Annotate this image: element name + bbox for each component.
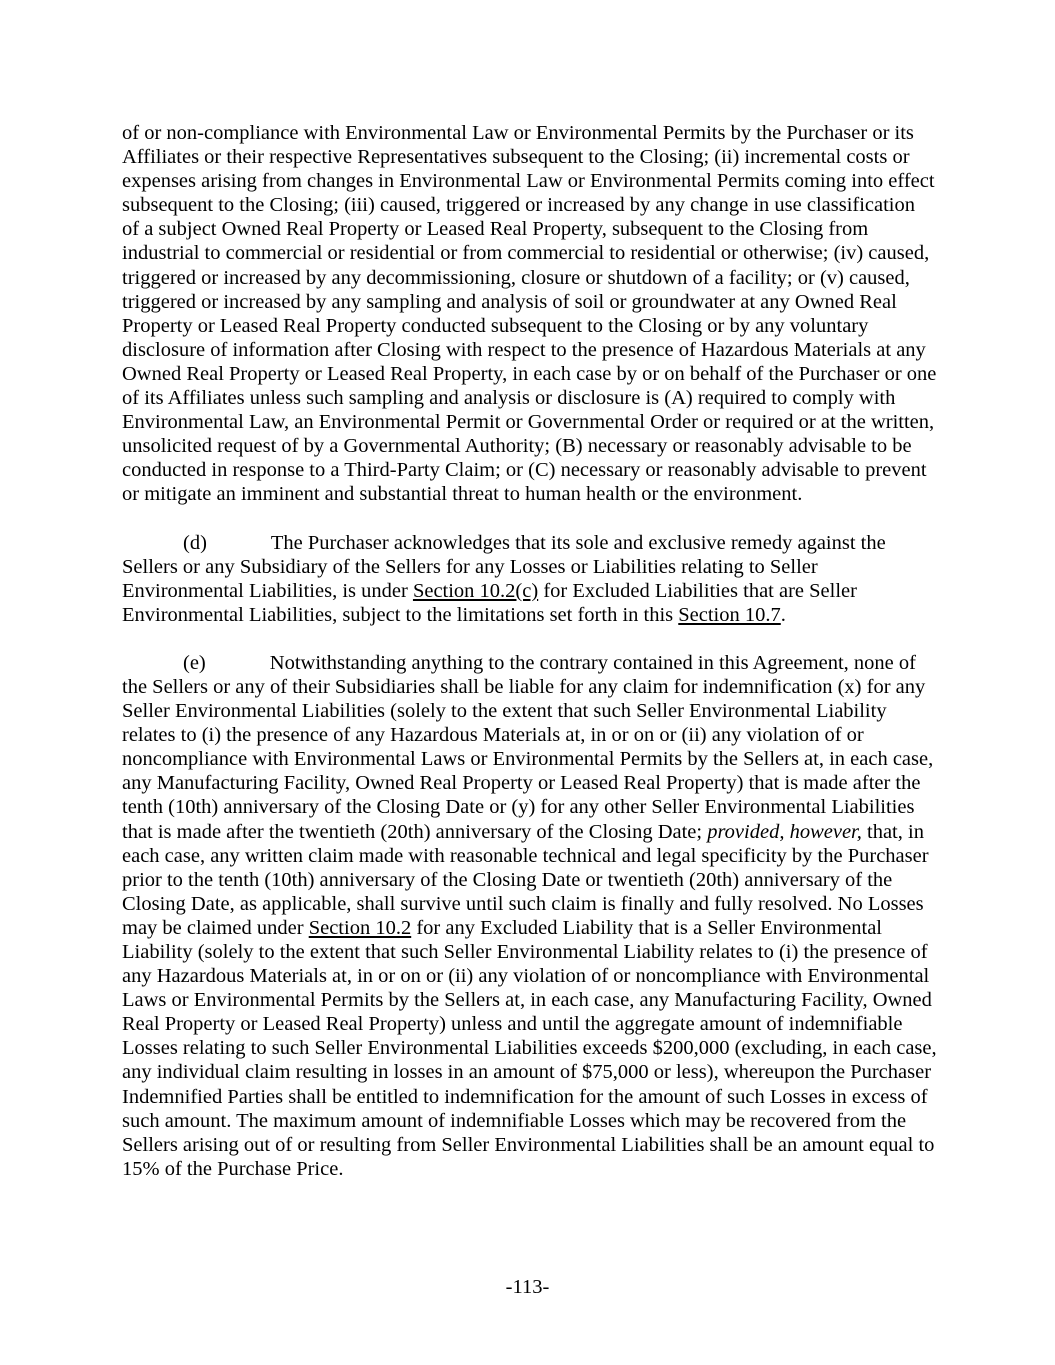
document-body (122, 121, 937, 1205)
text-run: The Purchaser acknowledges that its sole and exclusive remedy against the Sellers or any Subsidiary of the Sellers for any Losses or Liabilities relating to Seller Environmental Liabilities, is under (122, 531, 886, 602)
paragraph-continuation (122, 121, 937, 507)
paragraph-d (122, 531, 937, 627)
text-run: . (780, 603, 786, 626)
tab-spacer (207, 548, 271, 549)
text-run: for Excluded Liabilities that are Seller Environmental Liabilities, subject to the limitations set forth in this (122, 579, 857, 626)
section-reference: Section 10.2(c) (412, 579, 539, 602)
paragraph-e (122, 651, 937, 1181)
text-run: provided, however, (707, 820, 862, 843)
page-number: -113- (505, 1276, 550, 1298)
paragraph-label: (d) (183, 531, 207, 554)
text-run: of or non-compliance with Environmental Law or Environmental Permits by the Purchaser or its Affiliates or their respective Representatives subsequent to the Closing; (ii) incremental costs or expenses arising from changes in Environmental Law or Environmental Permits coming into effect subsequent to the Closing; (iii) caused, triggered or increased by any change in use classification of a subject Owned Real Property or Leased Real Property, subsequent to the Closing from industrial to commercial or residential or from commercial to residential or otherwise; (iv) caused, triggered or increased by any decommissioning, closure or shutdown of a facility; or (v) caused, triggered or increased by any sampling and analysis of soil or groundwater at any Owned Real Property or Leased Real Property conducted subsequent to the Closing or by any voluntary disclosure of information after Closing with respect to the presence of Hazardous Materials at any Owned Real Property or Leased Real Property, in each case by or on behalf of the Purchaser or one of its Affiliates unless such sampling and analysis or disclosure is (A) required to comply with Environmental Law, an Environmental Permit or Governmental Order or required or at the written, unsolicited request of by a Governmental Authority; (B) necessary or reasonably advisable to be conducted in response to a Third-Party Claim; or (C) necessary or reasonably advisable to prevent or mitigate an imminent and substantial threat to human health or the environment. (122, 122, 937, 506)
section-reference: Section 10.2 (308, 916, 412, 939)
section-reference: Section 10.7 (678, 603, 781, 626)
text-run: that, in each case, any written claim made with reasonable technical and legal specificity by the Purchaser prior to the tenth (10th) anniversary of the Closing Date or twentieth (20th) anniversary of the Closing Date, as applicable, shall survive until such claim is finally and fully resolved. No Losses may be claimed under (122, 820, 929, 939)
paragraph-label: (e) (183, 651, 206, 674)
tab-spacer (206, 668, 270, 669)
text-run: for any Excluded Liability that is a Seller Environmental Liability (solely to the extent that such Seller Environmental Liability relates to (i) the presence of any Hazardous Materials at, in or on or (ii) any violation of or noncompliance with Environmental Laws or Environmental Permits by the Sellers at, in each case, any Manufacturing Facility, Owned Real Property or Leased Real Property) unless and until the aggregate amount of indemnifiable Losses relating to such Seller Environmental Liabilities exceeds $200,000 (excluding, in each case, any individual claim resulting in losses in an amount of $75,000 or less), whereupon the Purchaser Indemnified Parties shall be entitled to indemnification for the amount of such Losses in excess of such amount. The maximum amount of indemnifiable Losses which may be recovered from the Sellers arising out of or resulting from Seller Environmental Liabilities shall be an amount equal to 15% of the Purchase Price. (122, 916, 937, 1180)
text-run: Notwithstanding anything to the contrary contained in this Agreement, none of the Sellers or any of their Subsidiaries shall be liable for any claim for indemnification (x) for any Seller Environmental Liabilities (solely to the extent that such Seller Environmental Liability relates to (i) the presence of any Hazardous Materials at, in or on or (ii) any violation of or noncompliance with Environmental Laws or Environmental Permits by the Sellers at, in each case, any Manufacturing Facility, Owned Real Property or Leased Real Property) that is made after the tenth (10th) anniversary of the Closing Date or (y) for any other Seller Environmental Liabilities that is made after the twentieth (20th) anniversary of the Closing Date; (122, 651, 934, 843)
page-footer (0, 1275, 1055, 1299)
